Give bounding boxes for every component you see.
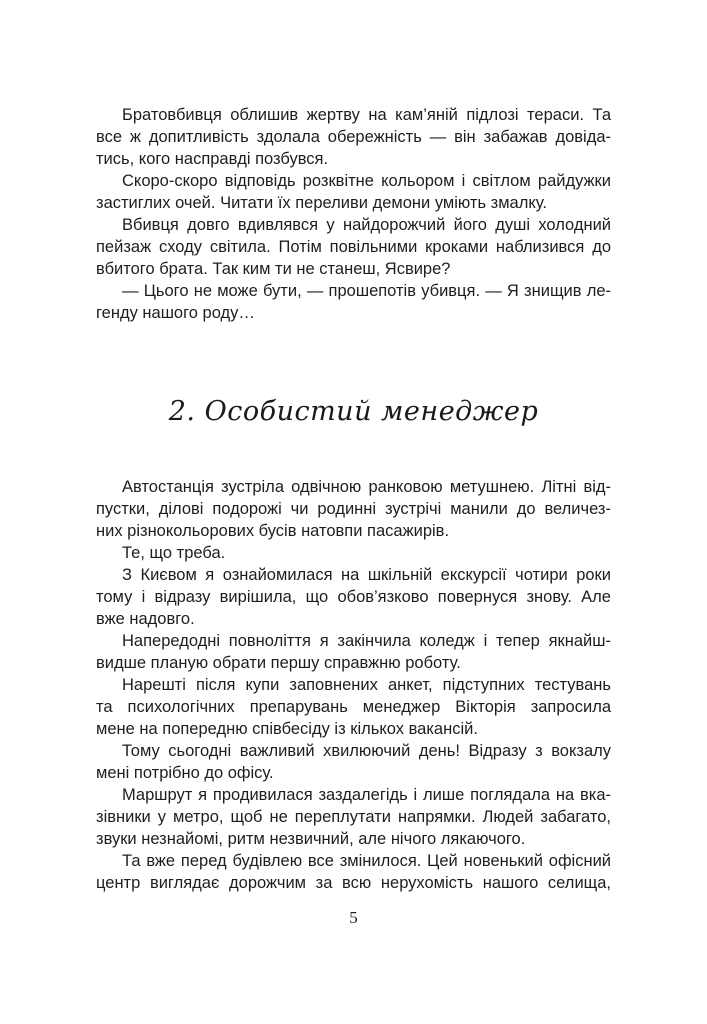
text-line: все ж допитливість здолала обережність — він забажав довіда-: [96, 128, 611, 146]
section-two-text: [96, 476, 611, 894]
text-line: звуки незнайомі, ритм незвичний, але нічого лякаючого.: [96, 830, 526, 848]
text-line: вже надовго.: [96, 610, 195, 628]
text-line: зівники у метро, щоб не переплутати напрямки. Людей забагато,: [96, 808, 611, 826]
text-line: вбитого брата. Так ким ти не станеш, Ясвире?: [96, 260, 451, 278]
chapter-heading: 2. Особистий менеджер: [168, 396, 539, 427]
text-line: мені потрібно до офісу.: [96, 764, 274, 782]
text-line: генду нашого роду…: [96, 304, 255, 322]
text-line: тому і відразу вирішила, що обов’язково повернуся знову. Але: [96, 588, 611, 606]
section-one-text: [96, 104, 611, 324]
text-line: Тому сьогодні важливий хвилюючий день! Відразу з вокзалу: [122, 742, 611, 760]
text-line: видше планую обрати першу справжню роботу.: [96, 654, 461, 672]
text-line: Нарешті після купи заповнених анкет, підступних тестувань: [122, 676, 611, 694]
text-line: центр виглядає дорожчим за всю нерухомість нашого селища,: [96, 874, 611, 892]
text-line: Вбивця довго вдивлявся у найдорожчий його душі холодний: [122, 216, 611, 234]
text-line: Автостанція зустріла одвічною ранковою метушнею. Літні від-: [122, 478, 611, 496]
text-line: Напередодні повноліття я закінчила коледж і тепер якнайш-: [122, 632, 611, 650]
text-line: мене на попередню співбесіду із кількох вакансій.: [96, 720, 478, 738]
text-line: Скоро-скоро відповідь розквітне кольором і світлом райдужки: [122, 172, 611, 190]
text-line: та психологічних препарувань менеджер Вікторія запросила: [96, 698, 611, 716]
text-line: З Києвом я ознайомилася на шкільній екскурсії чотири роки: [122, 566, 611, 584]
text-line: тись, кого насправді позбувся.: [96, 150, 329, 168]
text-line: пустки, ділові подорожі чи родинні зустрічі манили до величез-: [96, 500, 611, 518]
text-line: Те, що треба.: [122, 544, 226, 562]
page-number: 5: [349, 908, 358, 927]
text-line: застиглих очей. Читати їх переливи демони уміють змалку.: [96, 194, 547, 212]
text-line: Маршрут я продивилася заздалегідь і лише поглядала на вка-: [122, 786, 611, 804]
text-line: Та вже перед будівлею все змінилося. Цей новенький офісний: [122, 852, 611, 870]
text-line: Братовбивця облишив жертву на кам’яній підлозі тераси. Та: [122, 106, 611, 124]
text-line: — Цього не може бути, — прошепотів убивця. — Я знищив ле-: [122, 282, 611, 300]
text-line: пейзаж сходу світила. Потім повільними кроками наблизився до: [96, 238, 611, 256]
text-line: них різнокольорових бусів натовпи пасажирів.: [96, 522, 450, 540]
